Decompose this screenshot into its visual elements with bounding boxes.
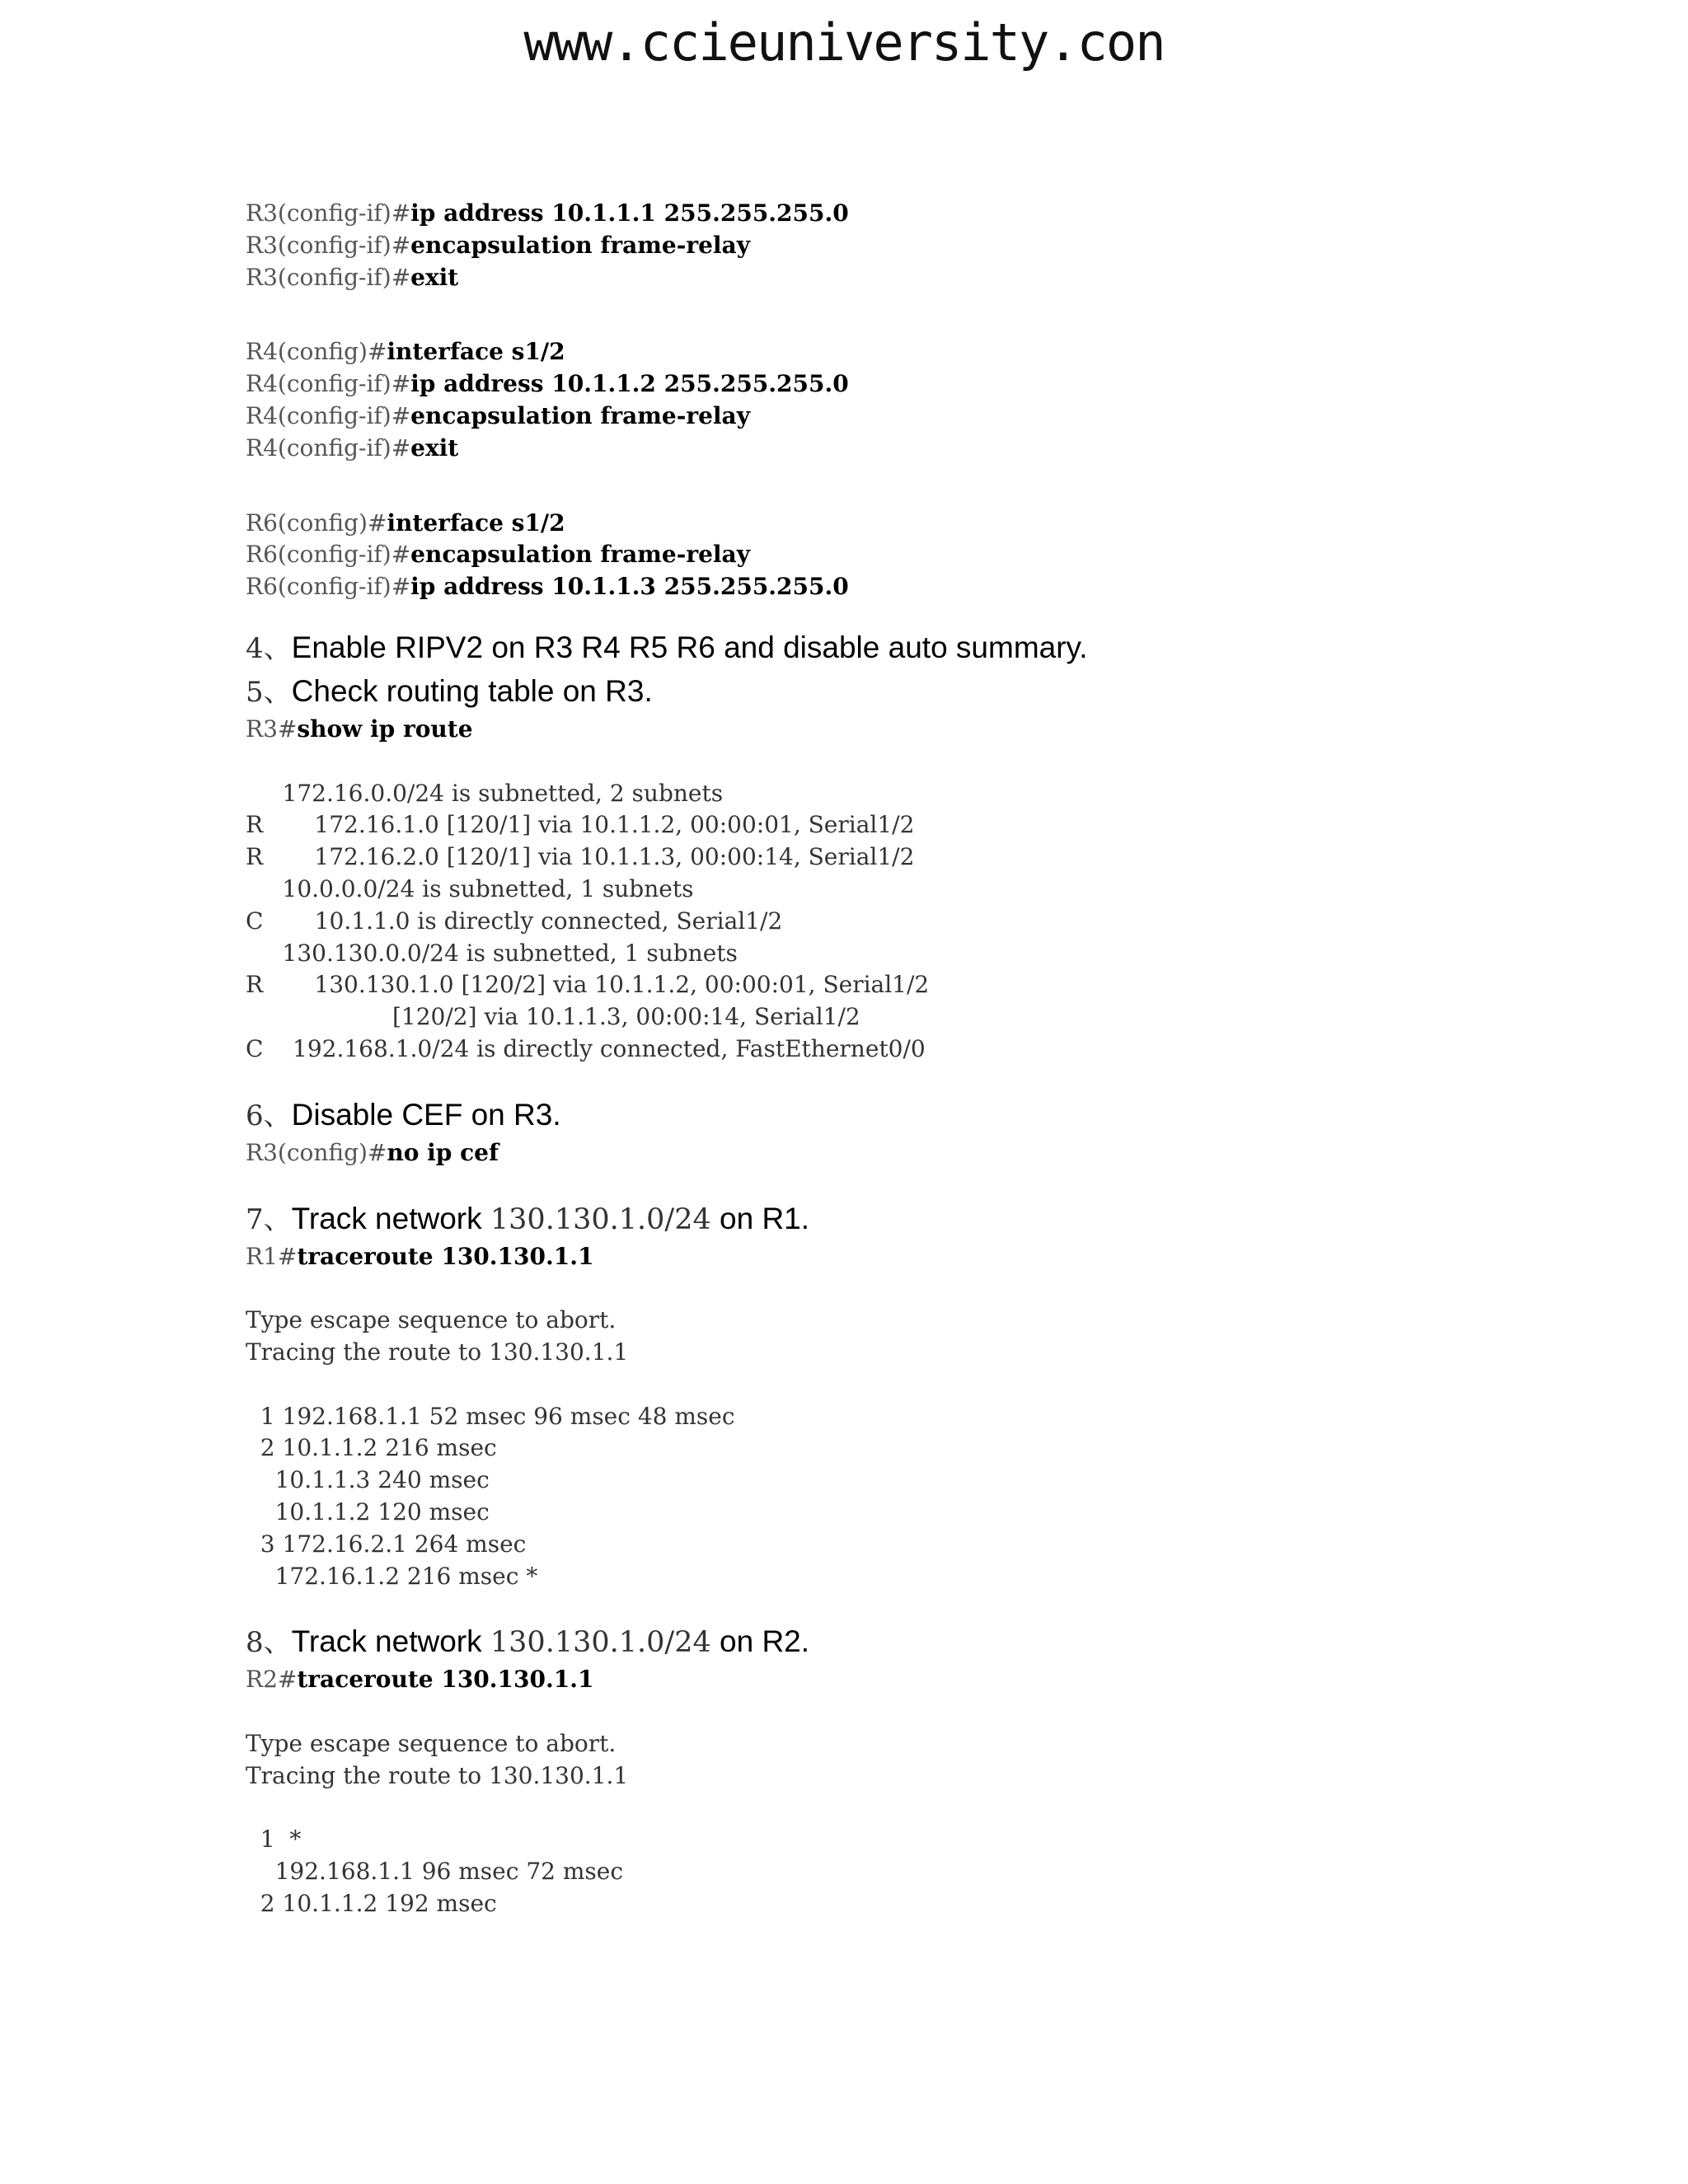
trace-hop: 10.1.1.3 240 msec	[246, 1466, 490, 1494]
config-line: R6(config)#interface s1/2	[246, 509, 565, 537]
step-5-heading: 5、Check routing table on R3.	[246, 673, 653, 709]
trace-line: Tracing the route to 130.130.1.1	[246, 1761, 629, 1789]
r4-config-block	[246, 336, 1647, 464]
site-header: www.ccieuniversity.con	[523, 12, 1165, 73]
step-8-command: R2#traceroute 130.130.1.1	[246, 1666, 594, 1694]
trace-hop: 1 *	[246, 1825, 302, 1854]
route-line: [120/2] via 10.1.1.3, 00:00:14, Serial1/2	[246, 1003, 860, 1031]
trace-hop: 3 172.16.2.1 264 msec	[246, 1530, 527, 1558]
traceroute-r1-output	[246, 1401, 1647, 1593]
config-line: R3(config-if)#exit	[246, 263, 459, 291]
config-line: R4(config-if)#encapsulation frame-relay	[246, 401, 750, 429]
trace-hop: 2 10.1.1.2 216 msec	[246, 1434, 497, 1462]
trace-hop: 172.16.1.2 216 msec *	[246, 1562, 538, 1590]
trace-line: Tracing the route to 130.130.1.1	[246, 1338, 629, 1366]
trace-line: Type escape sequence to abort.	[246, 1729, 617, 1757]
step-8-heading: 8、Track network 130.130.1.0/24 on R2.	[246, 1624, 810, 1660]
route-line: 130.130.0.0/24 is subnetted, 1 subnets	[246, 939, 738, 967]
config-line: R6(config-if)#ip address 10.1.1.3 255.255.255.0	[246, 573, 849, 601]
r6-config-block	[246, 508, 1647, 603]
config-line: R6(config-if)#encapsulation frame-relay	[246, 541, 750, 569]
route-line: 10.0.0.0/24 is subnetted, 1 subnets	[246, 874, 694, 902]
trace-hop: 2 10.1.1.2 192 msec	[246, 1889, 497, 1917]
traceroute-r2-output	[246, 1824, 1647, 1919]
step-6-heading: 6、Disable CEF on R3.	[246, 1097, 561, 1132]
step-6-command: R3(config)#no ip cef	[246, 1138, 499, 1166]
routing-table-output	[246, 778, 1647, 1066]
r3-config-block	[246, 198, 1647, 293]
config-line: R4(config-if)#ip address 10.1.1.2 255.255.255.0	[246, 370, 849, 398]
route-line: R 172.16.2.0 [120/1] via 10.1.1.3, 00:00:14, Serial1/2	[246, 843, 915, 871]
step-4-heading: 4、Enable RIPV2 on R3 R4 R5 R6 and disable auto summary.	[246, 630, 1088, 665]
config-line: R4(config)#interface s1/2	[246, 338, 565, 366]
route-line: R 172.16.1.0 [120/1] via 10.1.1.2, 00:00:01, Serial1/2	[246, 811, 915, 839]
document-body	[246, 198, 1647, 1963]
route-line: C 10.1.1.0 is directly connected, Serial1/2	[246, 907, 783, 935]
step-7-heading: 7、Track network 130.130.1.0/24 on R1.	[246, 1201, 810, 1236]
config-line: R3(config-if)#encapsulation frame-relay	[246, 231, 750, 259]
config-line: R3(config-if)#ip address 10.1.1.1 255.255.255.0	[246, 199, 849, 227]
route-line: 172.16.0.0/24 is subnetted, 2 subnets	[246, 779, 724, 807]
trace-hop: 10.1.1.2 120 msec	[246, 1497, 490, 1526]
config-line: R4(config-if)#exit	[246, 434, 459, 462]
step-5-command: R3#show ip route	[246, 715, 473, 743]
trace-line: Type escape sequence to abort.	[246, 1306, 617, 1334]
trace-hop: 1 192.168.1.1 52 msec 96 msec 48 msec	[246, 1402, 735, 1430]
step-7-command: R1#traceroute 130.130.1.1	[246, 1242, 594, 1270]
trace-hop: 192.168.1.1 96 msec 72 msec	[246, 1858, 624, 1886]
route-line: C 192.168.1.0/24 is directly connected, FastEthernet0/0	[246, 1034, 926, 1062]
route-line: R 130.130.1.0 [120/2] via 10.1.1.2, 00:00:01, Serial1/2	[246, 971, 930, 999]
